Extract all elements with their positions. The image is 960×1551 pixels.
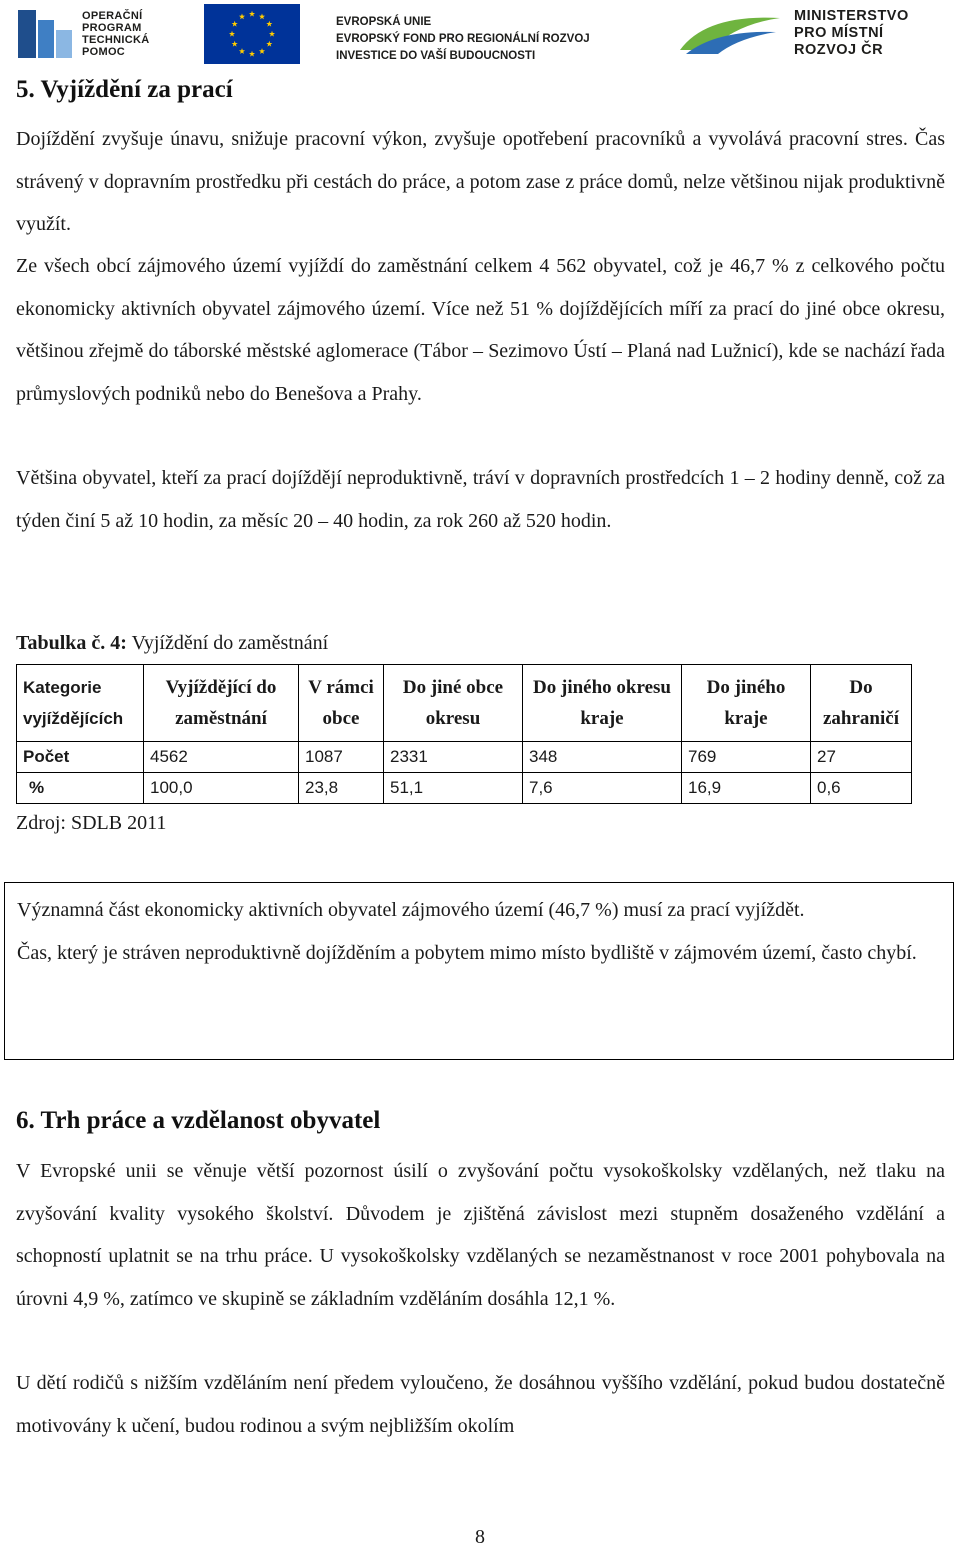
mmr-emblem-icon bbox=[676, 10, 784, 58]
header-vyjizdejici: Vyjíždějící do zaměstnání bbox=[144, 665, 299, 742]
row-label-pocet: Počet bbox=[17, 742, 144, 773]
table-cell: 348 bbox=[523, 742, 682, 773]
mmr-line-1: MINISTERSTVO bbox=[794, 8, 909, 24]
optp-line-2: PROGRAM bbox=[82, 22, 142, 34]
summary-box bbox=[4, 882, 954, 1060]
summary-paragraph-2: Čas, který je stráven neproduktivně dojížděním a pobytem mimo místo bydliště v zájmovém území, často chybí. bbox=[17, 941, 917, 964]
mmr-line-3: ROZVOJ ČR bbox=[794, 42, 884, 58]
optp-line-4: POMOC bbox=[82, 46, 126, 58]
section-5-paragraph-3: Většina obyvatel, kteří za prací dojíždějí neproduktivně, tráví v dopravních prostředcích 1 – 2 hodiny denně, což za týden činí 5 až 10 hodin, za měsíc 20 – 40 hodin, za rok 260 až 520 hodin. bbox=[16, 467, 945, 532]
table-cell: 1087 bbox=[299, 742, 384, 773]
table-cell: 16,9 bbox=[682, 773, 811, 804]
header-jineho-okresu-kraje: Do jiného okresu kraje bbox=[523, 665, 682, 742]
header-v-ramci-obce: V rámci obce bbox=[299, 665, 384, 742]
header-jineho-kraje: Do jiného kraje bbox=[682, 665, 811, 742]
table-cell: 0,6 bbox=[811, 773, 912, 804]
table-cell: 769 bbox=[682, 742, 811, 773]
eu-line-2: EVROPSKÝ FOND PRO REGIONÁLNÍ ROZVOJ bbox=[336, 33, 590, 45]
table-caption bbox=[16, 632, 328, 655]
section-5-paragraph-2: Ze všech obcí zájmového území vyjíždí do zaměstnání celkem 4 562 obyvatel, což je 46,7 % z celkového počtu ekonomicky aktivních obyvatel zájmového území. Více než 51 % dojíždějících míří za prací do jiné obce okresu, většinou zřejmě do táborské městské aglomerace (Tábor – Sezimovo Ústí – Planá nad Lužnicí), kde se nachází řada průmyslových podniků nebo do Benešova a Prahy. bbox=[16, 255, 945, 405]
table-caption-label: Tabulka č. 4: bbox=[16, 632, 127, 654]
eu-line-3: INVESTICE DO VAŠÍ BUDOUCNOSTI bbox=[336, 50, 536, 62]
section-5-title: 5. Vyjíždění za prací bbox=[16, 76, 233, 103]
header-kategorie: Kategorie vyjíždějících bbox=[17, 665, 144, 742]
section-6-paragraph-2: U dětí rodičů s nižším vzděláním není předem vyloučeno, že dosáhnou vyššího vzdělání, pokud budou dostatečně motivovány k učení, budou rodinou a svým nejbližším okolím bbox=[16, 1372, 945, 1437]
table-cell: 7,6 bbox=[523, 773, 682, 804]
row-label-percent: % bbox=[17, 773, 144, 804]
mmr-logo bbox=[676, 4, 956, 64]
table-header-row bbox=[17, 665, 912, 742]
optp-emblem-icon bbox=[16, 6, 76, 62]
logo-header bbox=[0, 0, 960, 70]
optp-line-1: OPERAČNÍ bbox=[82, 10, 143, 22]
section-6-title: 6. Trh práce a vzdělanost obyvatel bbox=[16, 1107, 381, 1134]
optp-line-3: TECHNICKÁ bbox=[82, 34, 150, 46]
eu-flag-icon bbox=[204, 4, 300, 64]
summary-paragraph-1: Významná část ekonomicky aktivních obyvatel zájmového území (46,7 %) musí za prací vyjíždět. bbox=[17, 899, 805, 921]
eu-logo bbox=[204, 4, 624, 62]
commuting-table bbox=[16, 664, 912, 804]
table-cell: 27 bbox=[811, 742, 912, 773]
mmr-line-2: PRO MÍSTNÍ bbox=[794, 25, 884, 41]
optp-logo bbox=[16, 4, 176, 62]
table-source: Zdroj: SDLB 2011 bbox=[16, 812, 167, 834]
header-jine-obce-okresu: Do jiné obce okresu bbox=[384, 665, 523, 742]
table-row bbox=[17, 773, 912, 804]
table-cell: 51,1 bbox=[384, 773, 523, 804]
table-row bbox=[17, 742, 912, 773]
table-caption-text: Vyjíždění do zaměstnání bbox=[126, 632, 329, 654]
table-cell: 2331 bbox=[384, 742, 523, 773]
table-cell: 4562 bbox=[144, 742, 299, 773]
page-number: 8 bbox=[475, 1526, 485, 1548]
eu-line-1: EVROPSKÁ UNIE bbox=[336, 16, 432, 28]
table-cell: 100,0 bbox=[144, 773, 299, 804]
section-6-paragraph-1: V Evropské unii se věnuje větší pozornost úsilí o zvyšování počtu vysokoškolsky vzdělaných, než tlaku na zvyšování kvality vysokého školství. Důvodem je zjištěná závislost mezi stupněm dosaženého vzdělání a schopností uplatnit se na trhu práce. U vysokoškolsky vzdělaných se nezaměstnanost v roce 2001 pohybovala na úrovni 4,9 %, zatímco ve skupině se základním vzděláním dosáhla 12,1 %. bbox=[16, 1160, 945, 1310]
header-zahranici: Do zahraničí bbox=[811, 665, 912, 742]
section-5-paragraph-1: Dojíždění zvyšuje únavu, snižuje pracovní výkon, zvyšuje opotřebení pracovníků a vyvolává pracovní stres. Čas strávený v dopravním prostředku při cestách do práce, a potom zase z práce domů, nelze většinou nijak produktivně využít. bbox=[16, 128, 945, 235]
table-cell: 23,8 bbox=[299, 773, 384, 804]
